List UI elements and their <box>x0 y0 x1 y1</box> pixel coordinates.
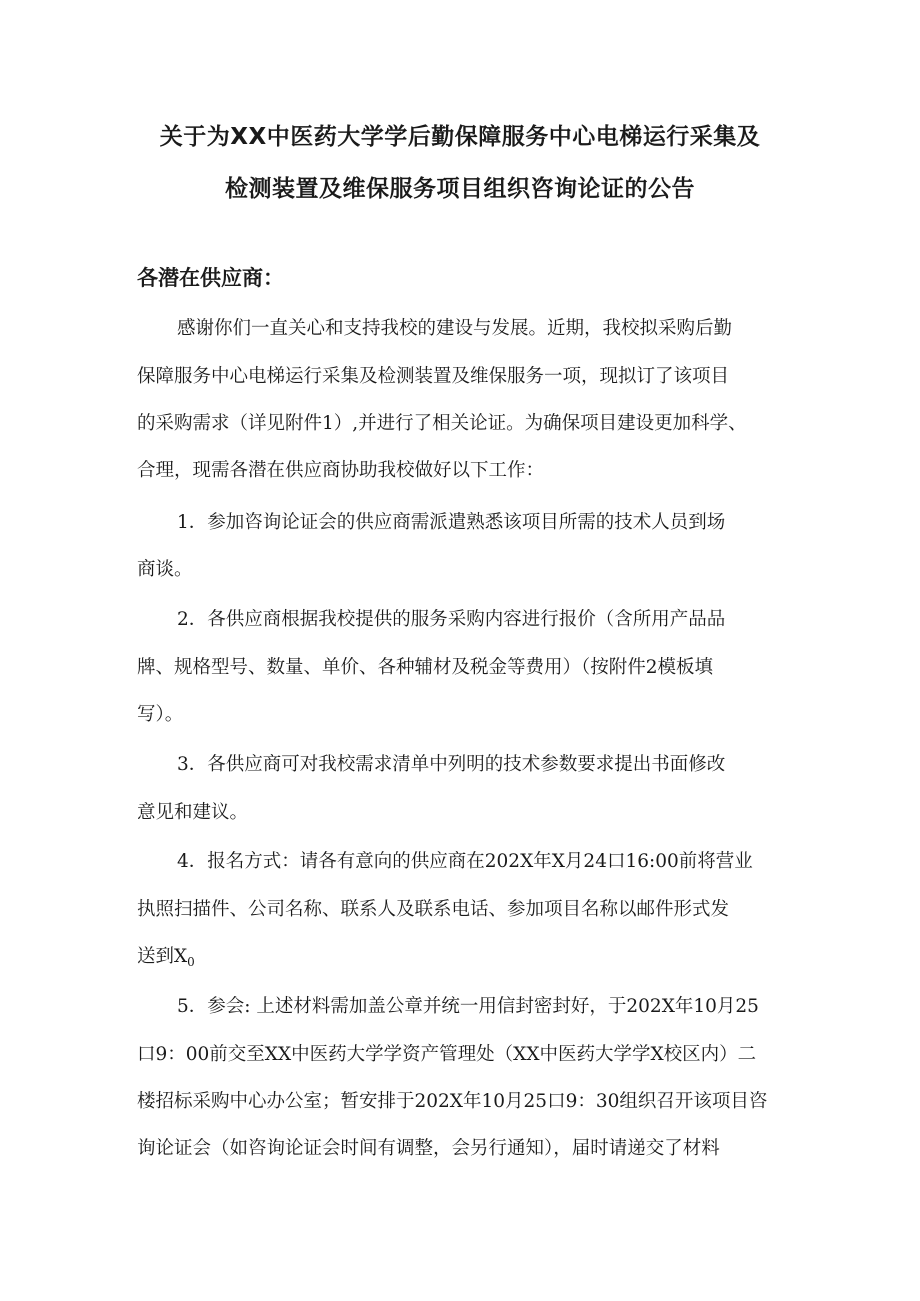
email-prefix: 送到X <box>137 946 188 967</box>
notice-title-line-2: 检测装置及维保服务项目组织咨询论证的公告 <box>225 176 695 202</box>
list-item-1-line-1: 1．参加咨询论证会的供应商需派遣熟悉该项目所需的技术人员到场 <box>177 512 726 533</box>
list-item-5-line-2: 口9：00前交至XX中医药大学学资产管理处（XX中医药大学学X校区内）二 <box>137 1044 757 1065</box>
list-item-4-line-2: 执照扫描件、公司名称、联系人及联系电话、参加项目名称以邮件形式发 <box>137 899 730 920</box>
list-item-2-line-2: 牌、规格型号、数量、单价、各种辅材及税金等费用）（按附件2模板填 <box>137 657 714 678</box>
list-item-5-line-3: 楼招标采购中心办公室；暂安排于202X年10月25口9：30组织召开该项目咨 <box>137 1091 768 1112</box>
body-line: 保障服务中心电梯运行采集及检测装置及维保服务一项，现拟订了该项目 <box>137 366 730 387</box>
list-item-3-line-1: 3．各供应商可对我校需求清单中列明的技术参数要求提出书面修改 <box>177 754 726 775</box>
list-item-5-line-1: 5．参会: 上述材料需加盖公章并统一用信封密封好，于202X年10月25 <box>177 996 759 1017</box>
body-line: 合理，现需各潜在供应商协助我校做好以下工作： <box>137 460 545 481</box>
body-line: 感谢你们一直关心和支持我校的建设与发展。近期，我校拟采购后勤 <box>177 318 733 339</box>
list-item-2-line-1: 2．各供应商根据我校提供的服务采购内容进行报价（含所用产品品 <box>177 609 726 630</box>
list-item-5-line-4: 询论证会（如咨询论证会时间有调整，会另行通知），届时请递交了材料 <box>137 1138 720 1159</box>
salutation: 各潜在供应商： <box>137 266 284 290</box>
list-item-3-line-2: 意见和建议。 <box>137 802 249 823</box>
email-suffix: 0 <box>187 955 195 969</box>
body-line: 的采购需求（详见附件1）,并进行了相关论证。为确保项目建设更加科学、 <box>137 413 747 434</box>
list-item-4-line-3 <box>137 948 195 968</box>
list-item-1-line-2: 商谈。 <box>137 559 193 580</box>
notice-title-line-1: 关于为XX中医药大学学后勤保障服务中心电梯运行采集及 <box>159 124 761 150</box>
list-item-2-line-3: 写）。 <box>137 704 184 725</box>
list-item-4-line-1: 4．报名方式：请各有意向的供应商在202X年X月24口16:00前将营业 <box>177 851 753 872</box>
